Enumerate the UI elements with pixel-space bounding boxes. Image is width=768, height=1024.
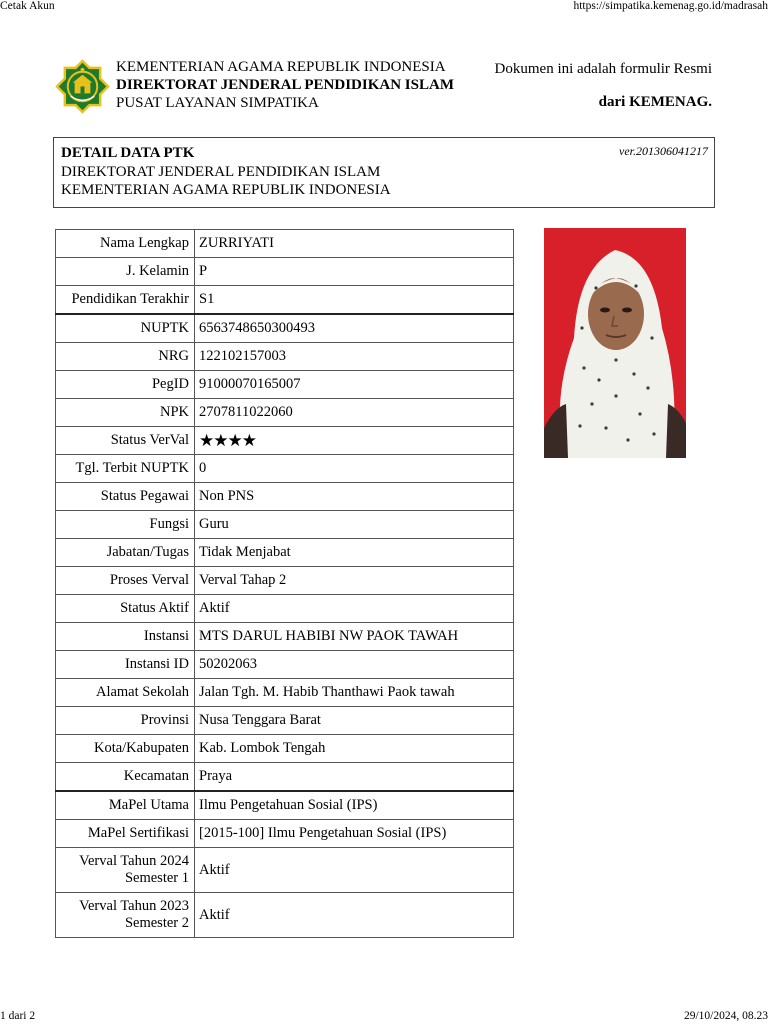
table-row-status-pegawai xyxy=(56,483,514,511)
field-value: Non PNS xyxy=(195,483,514,511)
field-label: MaPel Utama xyxy=(56,791,195,820)
service-center-name: PUSAT LAYANAN SIMPATIKA xyxy=(116,95,319,111)
print-page-number: 1 dari 2 xyxy=(0,1010,36,1022)
field-value: S1 xyxy=(195,286,514,315)
field-value: Verval Tahap 2 xyxy=(195,567,514,595)
field-value: Ilmu Pengetahuan Sosial (IPS) xyxy=(195,791,514,820)
verval-star-rating: ★★★★ xyxy=(199,430,256,450)
ministry-name: KEMENTERIAN AGAMA REPUBLIK INDONESIA xyxy=(116,59,446,75)
field-label: Instansi ID xyxy=(56,651,195,679)
field-value xyxy=(195,427,514,455)
field-label: MaPel Sertifikasi xyxy=(56,820,195,848)
field-value: Praya xyxy=(195,763,514,792)
official-document-issuer: dari KEMENAG. xyxy=(598,94,712,110)
ptk-data-table xyxy=(55,229,514,938)
table-row-nama-lengkap xyxy=(56,230,514,258)
field-value: P xyxy=(195,258,514,286)
table-row-instansi-id xyxy=(56,651,514,679)
field-value: ZURRIYATI xyxy=(195,230,514,258)
table-row-instansi xyxy=(56,623,514,651)
field-value: Tidak Menjabat xyxy=(195,539,514,567)
table-row-status-verval xyxy=(56,427,514,455)
field-label: J. Kelamin xyxy=(56,258,195,286)
field-value: Aktif xyxy=(195,848,514,893)
table-row-tgl-terbit-nuptk xyxy=(56,455,514,483)
field-label: Kecamatan xyxy=(56,763,195,792)
table-row-proses-verval xyxy=(56,567,514,595)
print-datetime: 29/10/2024, 08.23 xyxy=(683,1010,768,1022)
detail-ministry: KEMENTERIAN AGAMA REPUBLIK INDONESIA xyxy=(61,182,391,198)
table-row-alamat-sekolah xyxy=(56,679,514,707)
field-value: Guru xyxy=(195,511,514,539)
field-label: Fungsi xyxy=(56,511,195,539)
field-value: 0 xyxy=(195,455,514,483)
field-label: Status Aktif xyxy=(56,595,195,623)
field-label: Provinsi xyxy=(56,707,195,735)
field-label: NPK xyxy=(56,399,195,427)
field-value: 2707811022060 xyxy=(195,399,514,427)
field-label xyxy=(56,893,195,938)
table-row-mapel-sertifikasi xyxy=(56,820,514,848)
field-value: MTS DARUL HABIBI NW PAOK TAWAH xyxy=(195,623,514,651)
table-row-nuptk xyxy=(56,314,514,343)
table-row-provinsi xyxy=(56,707,514,735)
field-value: 91000070165007 xyxy=(195,371,514,399)
field-value: 50202063 xyxy=(195,651,514,679)
detail-header-box xyxy=(53,137,715,208)
field-label: Kota/Kabupaten xyxy=(56,735,195,763)
organization-header xyxy=(116,58,454,112)
detail-title: DETAIL DATA PTK xyxy=(61,145,195,161)
field-value: Kab. Lombok Tengah xyxy=(195,735,514,763)
table-row-verval-2023-s2 xyxy=(56,893,514,938)
field-label: Pendidikan Terakhir xyxy=(56,286,195,315)
field-label: Nama Lengkap xyxy=(56,230,195,258)
field-value: [2015-100] Ilmu Pengetahuan Sosial (IPS) xyxy=(195,820,514,848)
print-page-title: Cetak Akun xyxy=(0,0,55,12)
table-row-pegid xyxy=(56,371,514,399)
field-label-line: Semester 1 xyxy=(124,870,189,886)
field-value: Jalan Tgh. M. Habib Thanthawi Paok tawah xyxy=(195,679,514,707)
field-value: Aktif xyxy=(195,893,514,938)
field-label: Instansi xyxy=(56,623,195,651)
field-label: Jabatan/Tugas xyxy=(56,539,195,567)
field-label: Alamat Sekolah xyxy=(56,679,195,707)
table-row-nrg xyxy=(56,343,514,371)
field-label: PegID xyxy=(56,371,195,399)
field-label: Proses Verval xyxy=(56,567,195,595)
profile-photo xyxy=(544,228,686,458)
field-label: Tgl. Terbit NUPTK xyxy=(56,455,195,483)
table-row-jabatan-tugas xyxy=(56,539,514,567)
table-row-kecamatan xyxy=(56,763,514,792)
detail-directorate: DIREKTORAT JENDERAL PENDIDIKAN ISLAM xyxy=(61,164,381,180)
kemenag-logo xyxy=(55,59,110,114)
table-row-mapel-utama xyxy=(56,791,514,820)
directorate-name: DIREKTORAT JENDERAL PENDIDIKAN ISLAM xyxy=(116,77,454,93)
field-value: 6563748650300493 xyxy=(195,314,514,343)
field-label-line: Semester 2 xyxy=(124,915,189,931)
table-row-npk xyxy=(56,399,514,427)
field-label: Status Pegawai xyxy=(56,483,195,511)
field-value: Nusa Tenggara Barat xyxy=(195,707,514,735)
print-page-url: https://simpatika.kemenag.go.id/madrasah xyxy=(573,0,768,12)
field-label-line: Verval Tahun 2023 xyxy=(79,898,189,914)
table-row-fungsi xyxy=(56,511,514,539)
table-row-verval-2024-s1 xyxy=(56,848,514,893)
official-document-notice: Dokumen ini adalah formulir Resmi xyxy=(494,61,712,77)
document-version: ver.201306041217 xyxy=(619,144,708,158)
table-row-pendidikan-terakhir xyxy=(56,286,514,315)
field-label xyxy=(56,848,195,893)
field-value: Aktif xyxy=(195,595,514,623)
field-label: Status VerVal xyxy=(56,427,195,455)
table-row-jenis-kelamin xyxy=(56,258,514,286)
field-value: 122102157003 xyxy=(195,343,514,371)
field-label: NRG xyxy=(56,343,195,371)
field-label: NUPTK xyxy=(56,314,195,343)
table-row-kota-kabupaten xyxy=(56,735,514,763)
table-row-status-aktif xyxy=(56,595,514,623)
field-label-line: Verval Tahun 2024 xyxy=(79,853,189,869)
